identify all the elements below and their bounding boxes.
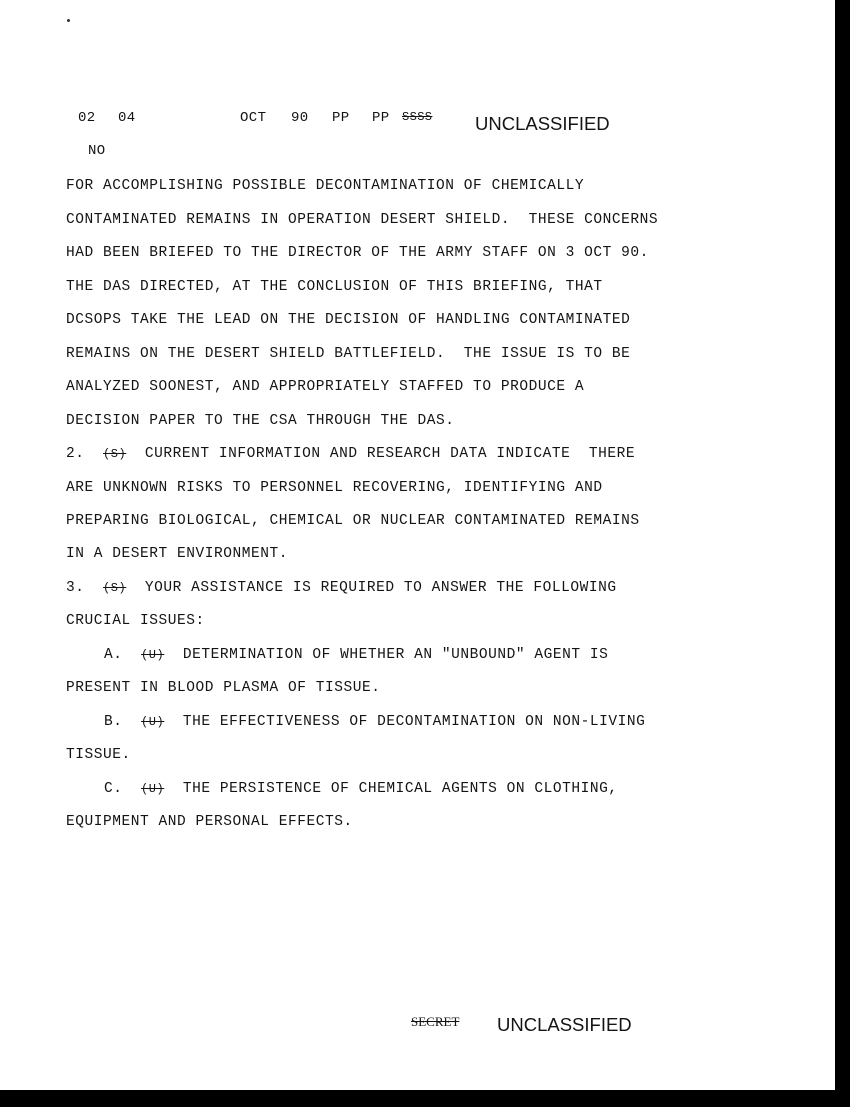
para1-line-6: REMAINS ON THE DESERT SHIELD BATTLEFIELD. THE ISSUE IS TO BE bbox=[66, 346, 631, 362]
scan-speck bbox=[67, 19, 70, 22]
para1-line-2: CONTAMINATED REMAINS IN OPERATION DESERT SHIELD. THESE CONCERNS bbox=[66, 212, 659, 228]
scan-border-right bbox=[835, 0, 850, 1107]
item-b-struck-mark: (U) bbox=[141, 715, 165, 729]
footer-struck-classification: SECRET bbox=[411, 1014, 460, 1029]
para3-line-2: CRUCIAL ISSUES: bbox=[66, 613, 205, 629]
header-date-group-1: 02 bbox=[78, 110, 96, 126]
item-c-letter: C. bbox=[104, 781, 123, 797]
header-date-group-2: 04 bbox=[118, 110, 136, 126]
para2-struck-mark: (S) bbox=[103, 447, 127, 461]
header-month: OCT bbox=[240, 110, 267, 126]
scan-border-bottom bbox=[0, 1090, 850, 1107]
para3-struck-mark: (S) bbox=[103, 581, 127, 595]
para1-line-4: THE DAS DIRECTED, AT THE CONCLUSION OF THIS BRIEFING, THAT bbox=[66, 279, 603, 295]
item-a-letter: A. bbox=[104, 647, 123, 663]
header-line-2: NO bbox=[88, 143, 106, 159]
header-precedence-2: PP bbox=[372, 110, 390, 126]
para1-line-5: DCSOPS TAKE THE LEAD ON THE DECISION OF HANDLING CONTAMINATED bbox=[66, 312, 631, 328]
footer-classification-stamp: UNCLASSIFIED bbox=[497, 1014, 632, 1035]
para2-number: 2. bbox=[66, 446, 85, 462]
para2-line-2: ARE UNKNOWN RISKS TO PERSONNEL RECOVERING, IDENTIFYING AND bbox=[66, 480, 603, 496]
para1-line-1: FOR ACCOMPLISHING POSSIBLE DECONTAMINATION OF CHEMICALLY bbox=[66, 178, 585, 194]
header-classification-stamp: UNCLASSIFIED bbox=[475, 113, 610, 134]
item-b-letter: B. bbox=[104, 714, 123, 730]
item-b-text-1: THE EFFECTIVENESS OF DECONTAMINATION ON NON-LIVING bbox=[182, 714, 646, 730]
item-a-text-1: DETERMINATION OF WHETHER AN "UNBOUND" AGENT IS bbox=[182, 647, 609, 663]
item-c-line-2: EQUIPMENT AND PERSONAL EFFECTS. bbox=[66, 814, 353, 830]
para2-text-1: CURRENT INFORMATION AND RESEARCH DATA INDICATE THERE bbox=[144, 446, 636, 462]
item-c-line-1 bbox=[104, 780, 618, 798]
header-precedence-1: PP bbox=[332, 110, 350, 126]
para1-line-3: HAD BEEN BRIEFED TO THE DIRECTOR OF THE ARMY STAFF ON 3 OCT 90. bbox=[66, 245, 649, 261]
item-a-line-1 bbox=[104, 646, 608, 664]
para2-line-4: IN A DESERT ENVIRONMENT. bbox=[66, 546, 289, 562]
header-struck-classification: SSSS bbox=[402, 110, 433, 124]
item-a-struck-mark: (U) bbox=[141, 648, 165, 662]
para1-line-8: DECISION PAPER TO THE CSA THROUGH THE DAS. bbox=[66, 413, 455, 429]
para3-text-1: YOUR ASSISTANCE IS REQUIRED TO ANSWER THE FOLLOWING bbox=[144, 580, 617, 596]
para3-line-1 bbox=[66, 579, 617, 597]
header-year: 90 bbox=[291, 110, 309, 126]
para3-number: 3. bbox=[66, 580, 85, 596]
item-c-struck-mark: (U) bbox=[141, 782, 165, 796]
item-a-line-2: PRESENT IN BLOOD PLASMA OF TISSUE. bbox=[66, 680, 381, 696]
item-b-line-1 bbox=[104, 713, 645, 731]
item-b-line-2: TISSUE. bbox=[66, 747, 131, 763]
para1-line-7: ANALYZED SOONEST, AND APPROPRIATELY STAFFED TO PRODUCE A bbox=[66, 379, 585, 395]
item-c-text-1: THE PERSISTENCE OF CHEMICAL AGENTS ON CLOTHING, bbox=[182, 781, 618, 797]
para2-line-3: PREPARING BIOLOGICAL, CHEMICAL OR NUCLEAR CONTAMINATED REMAINS bbox=[66, 513, 640, 529]
para2-line-1 bbox=[66, 445, 635, 463]
